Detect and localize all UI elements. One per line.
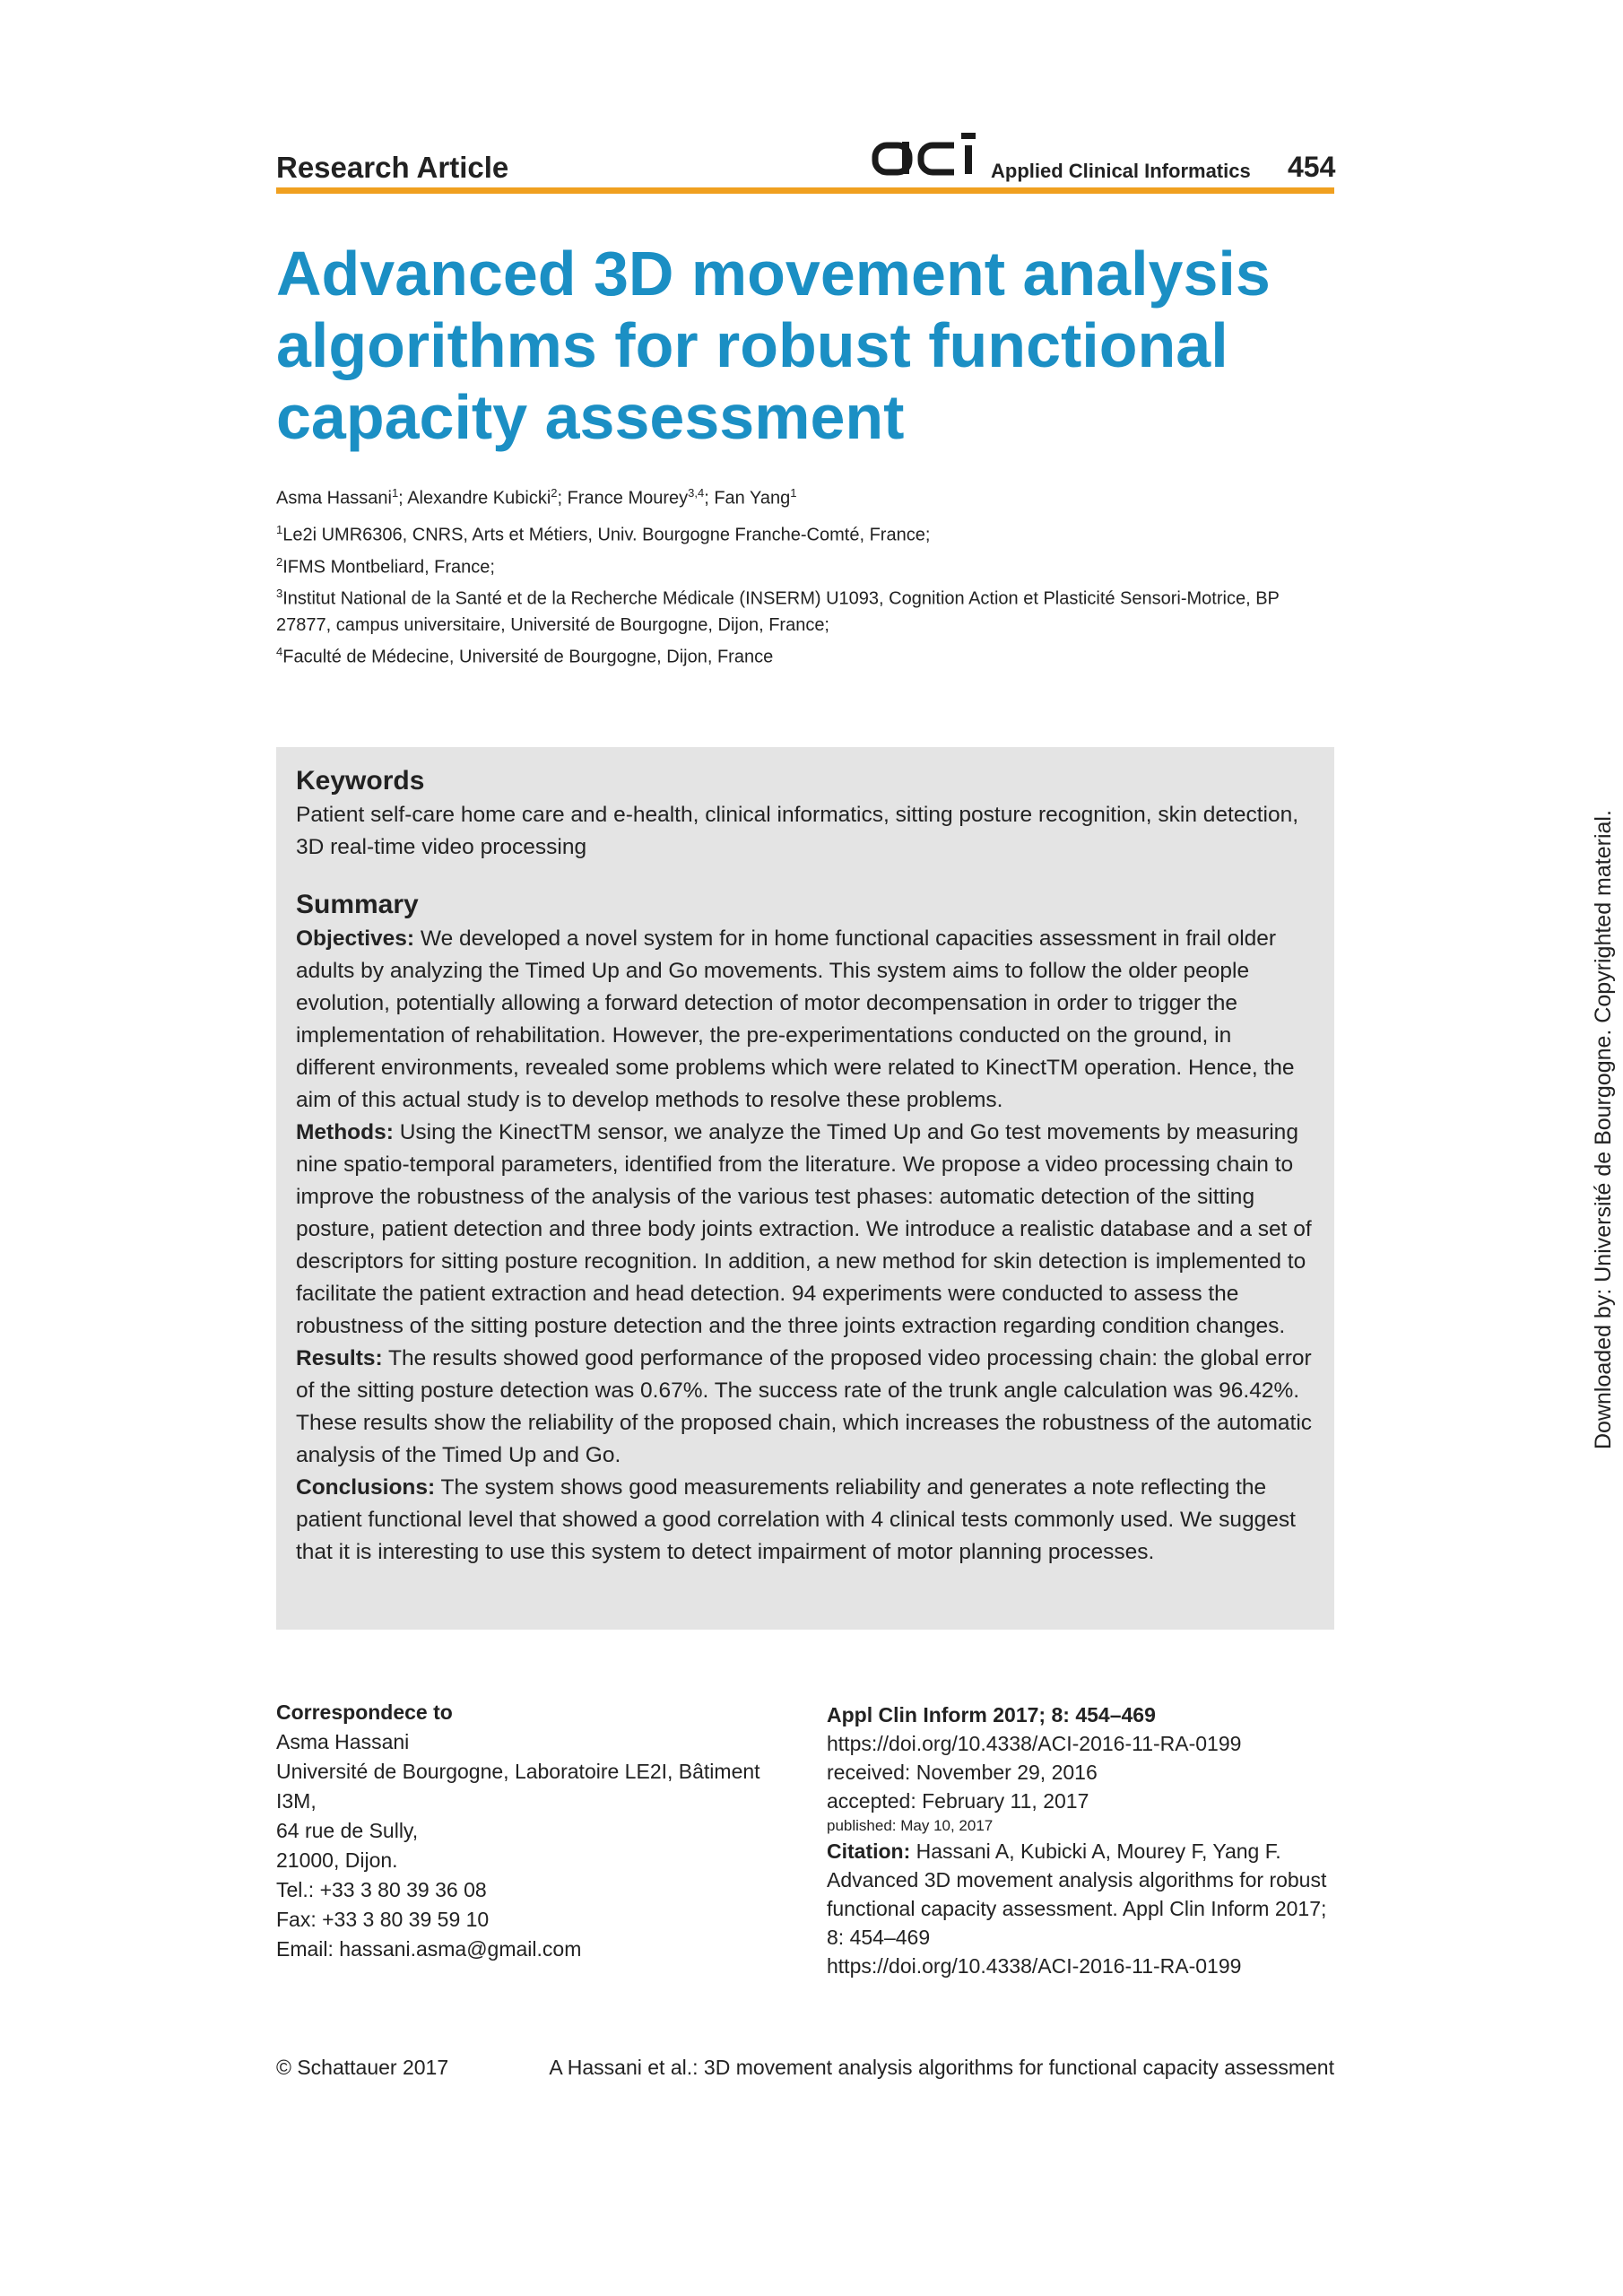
- affiliation: [276, 580, 1334, 639]
- affiliation-text: Faculté de Médecine, Université de Bourgogne, Dijon, France: [282, 647, 774, 667]
- correspondence-email[interactable]: Email: hassani.asma@gmail.com: [276, 1937, 582, 1961]
- affiliation-mark: 2: [276, 554, 283, 569]
- citation-body: Hassani A, Kubicki A, Mourey F, Yang F. Advanced 3D movement analysis algorithms for robust functional capacity assessment. Appl Clin Inform 2017; 8: 454–469: [827, 1839, 1327, 1949]
- journal-name: Applied Clinical Informatics: [991, 160, 1251, 182]
- author-affiliation-mark: 1: [790, 486, 797, 500]
- correspondence-line: Université de Bourgogne, Laboratoire LE2I, Bâtiment I3M,: [276, 1760, 760, 1813]
- author-separator: ;: [704, 488, 715, 509]
- footer-running-title: A Hassani et al.: 3D movement analysis algorithms for functional capacity assessment: [549, 2056, 1334, 2079]
- section-label: Research Article: [276, 151, 509, 184]
- citation-doi-link[interactable]: https://doi.org/10.4338/ACI-2016-11-RA-0199: [827, 1954, 1242, 1978]
- affiliation-mark: 1: [276, 523, 283, 536]
- correspondence-line: Asma Hassani: [276, 1730, 410, 1753]
- correspondence-line: 21000, Dijon.: [276, 1848, 398, 1872]
- author-list: [276, 486, 796, 509]
- received-date: received: November 29, 2016: [827, 1761, 1098, 1784]
- affiliation: [276, 549, 1334, 581]
- affiliation: [276, 517, 1334, 549]
- author-affiliation-mark: 2: [551, 486, 558, 500]
- author-affiliation-mark: 1: [391, 486, 399, 500]
- page-number: 454: [1288, 151, 1336, 183]
- doi-link[interactable]: https://doi.org/10.4338/ACI-2016-11-RA-0199: [827, 1732, 1242, 1755]
- affiliation-text: IFMS Montbeliard, France;: [282, 557, 495, 578]
- footer-copyright: © Schattauer 2017: [276, 2056, 449, 2079]
- citation-block: [827, 1700, 1334, 1980]
- citation-label: Citation:: [827, 1839, 911, 1863]
- affiliation-text: Le2i UMR6306, CNRS, Arts et Métiers, Univ. Bourgogne Franche-Comté, France;: [282, 525, 931, 545]
- objectives-text: We developed a novel system for in home functional capacities assessment in frail older adults by analyzing the Timed Up and Go movements. This system aims to follow the older people evolution, potentially allowing a forward detection of motor decompensation in order to trigger the implementation of rehabilitation. However, the pre-experimentations conducted on the ground, in different environments, revealed some problems which were related to KinectTM operation. Hence, the aim of this actual study is to develop methods to resolve these problems.: [296, 926, 1295, 1112]
- correspondence-heading: Correspondece to: [276, 1700, 453, 1724]
- affiliation-text: Institut National de la Santé et de la Recherche Médicale (INSERM) U1093, Cognition Action et Plasticité Sensori-Motrice, BP 27877, campus universitaire, Université de Bourgogne, Dijon, France;: [276, 588, 1280, 635]
- published-date: published: May 10, 2017: [827, 1817, 994, 1834]
- correspondence-block: [276, 1698, 778, 1964]
- objectives-label: Objectives:: [296, 926, 415, 951]
- keywords-text: Patient self-care home care and e-health, clinical informatics, sitting posture recognition, skin detection, 3D real-time video processing: [296, 803, 1299, 859]
- conclusions-text: The system shows good measurements reliability and generates a note reflecting the patient functional level that showed a good correlation with 4 clinical tests commonly used. We suggest that it is interesting to use this system to detect impairment of motor planning processes.: [296, 1475, 1296, 1564]
- methods-paragraph: [296, 1117, 1316, 1343]
- objectives-paragraph: [296, 923, 1316, 1117]
- methods-label: Methods:: [296, 1120, 394, 1144]
- author-name: Fan Yang: [714, 488, 791, 509]
- accepted-date: accepted: February 11, 2017: [827, 1789, 1089, 1813]
- journal-logo-text: aci: [875, 181, 877, 182]
- article-title: Advanced 3D movement analysis algorithms for robust functional capacity assessment: [276, 239, 1271, 452]
- results-label: Results:: [296, 1346, 383, 1370]
- correspondence-line: 64 rue de Sully,: [276, 1819, 419, 1842]
- author-separator: ;: [398, 488, 408, 509]
- affiliation-mark: 3: [276, 587, 283, 601]
- summary-heading: Summary: [296, 890, 419, 919]
- affiliation: [276, 639, 1334, 671]
- conclusions-paragraph: [296, 1472, 1316, 1569]
- journal-reference: Appl Clin Inform 2017; 8: 454–469: [827, 1703, 1156, 1726]
- author-name: France Mourey: [567, 488, 689, 509]
- correspondence-fax: Fax: +33 3 80 39 59 10: [276, 1908, 490, 1931]
- methods-text: Using the KinectTM sensor, we analyze the Timed Up and Go test movements by measuring nine spatio-temporal parameters, identified from the literature. We propose a video processing chain to improve the robustness of the analysis of the various test phases: automatic detection of the sitting posture, patient detection and three body joints extraction. We introduce a realistic database and a set of descriptors for sitting posture recognition. In addition, a new method for skin detection is implemented to facilitate the patient extraction and head detection. 94 experiments were conducted to assess the robustness of the sitting posture detection and the three joints extraction regarding condition changes.: [296, 1120, 1312, 1338]
- conclusions-label: Conclusions:: [296, 1475, 436, 1500]
- author-name: Alexandre Kubicki: [407, 488, 551, 509]
- citation-text: [827, 1837, 1334, 1952]
- keywords-heading: Keywords: [296, 766, 425, 796]
- author-affiliation-mark: 3,4: [688, 486, 705, 500]
- correspondence-phone: Tel.: +33 3 80 39 36 08: [276, 1878, 487, 1901]
- affiliation-mark: 4: [276, 644, 283, 658]
- download-watermark: Downloaded by: Université de Bourgogne. Copyrighted material.: [1591, 810, 1616, 1449]
- affiliation-list: [276, 517, 1334, 671]
- results-text: The results showed good performance of the proposed video processing chain: the global error of the sitting posture detection was 0.67%. The success rate of the trunk angle calculation was 96.42%. These results show the reliability of the proposed chain, which increases the robustness of the automatic analysis of the Timed Up and Go.: [296, 1346, 1313, 1467]
- author-separator: ;: [557, 488, 568, 509]
- author-name: Asma Hassani: [276, 488, 392, 509]
- journal-logo: [872, 126, 986, 183]
- header-rule: [276, 187, 1334, 194]
- results-paragraph: [296, 1343, 1316, 1472]
- abstract-box: [276, 747, 1334, 1630]
